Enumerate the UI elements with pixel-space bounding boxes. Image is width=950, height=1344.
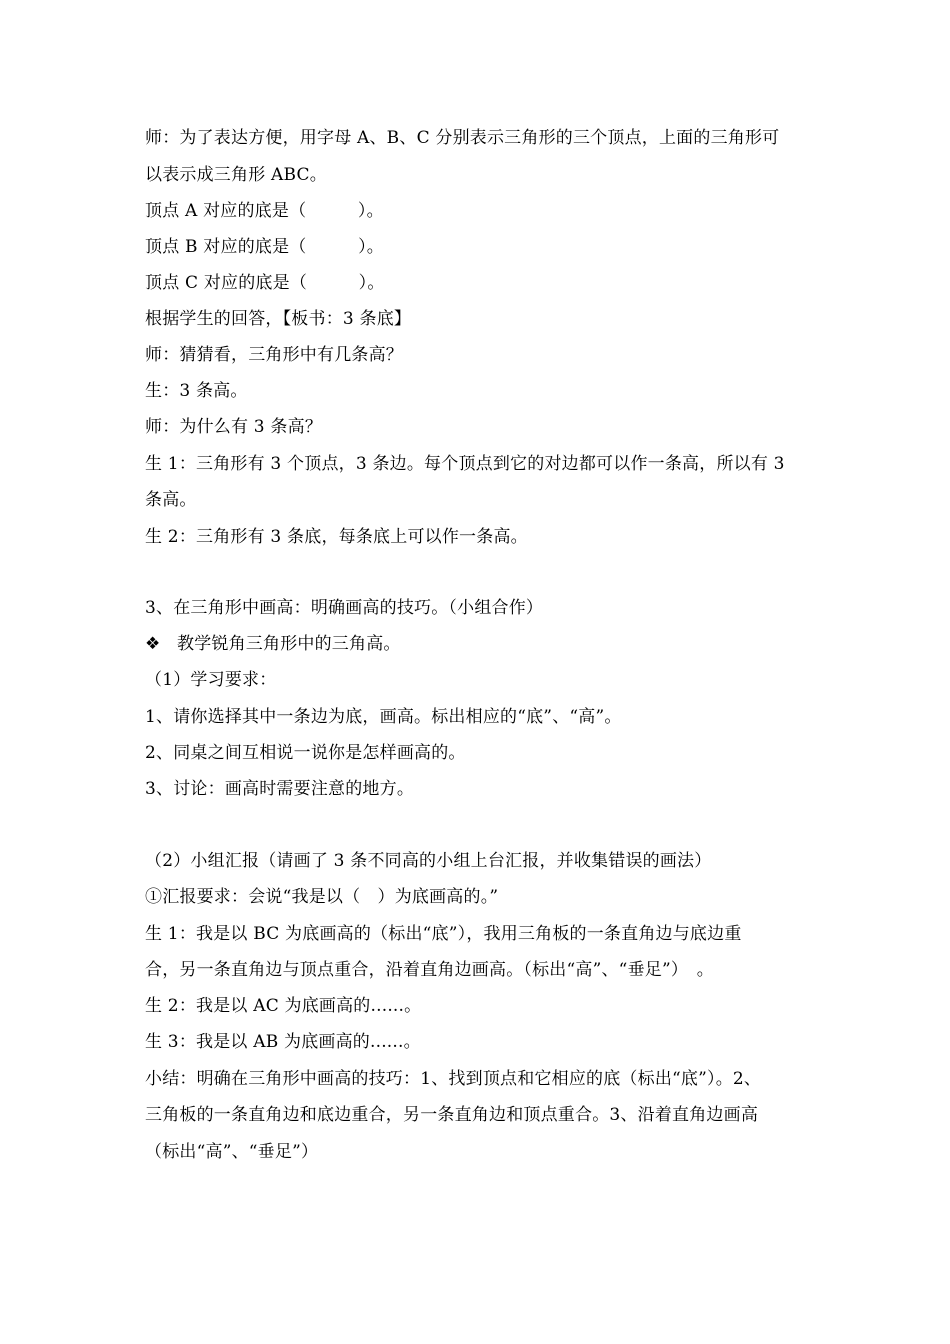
paragraph-line: （1）学习要求： <box>145 670 277 690</box>
paragraph-line: （标出“高”、“垂足”） <box>145 1142 319 1162</box>
diamond-bullet-icon: ❖ <box>145 634 161 654</box>
paragraph-line: ①汇报要求：会说“我是以（ ）为底画高的。” <box>145 887 499 907</box>
paragraph-line: 生 1：三角形有 3 个顶点，3 条边。每个顶点到它的对边都可以作一条高，所以有 3 <box>145 454 785 474</box>
paragraph-line: 顶点 C 对应的底是（ ）。 <box>145 273 385 293</box>
paragraph-line: 以表示成三角形 ABC。 <box>145 165 327 185</box>
paragraph-line: 生 2：三角形有 3 条底，每条底上可以作一条高。 <box>145 527 528 547</box>
paragraph-line: 1、请你选择其中一条边为底，画高。标出相应的“底”、“高”。 <box>145 707 622 727</box>
paragraph-line: 合，另一条直角边与顶点重合，沿着直角边画高。（标出“高”、“垂足”） 。 <box>145 960 714 980</box>
paragraph-line: 生 1：我是以 BC 为底画高的（标出“底”），我用三角板的一条直角边与底边重 <box>145 924 742 944</box>
paragraph-line: 2、同桌之间互相说一说你是怎样画高的。 <box>145 743 466 763</box>
paragraph-line: 根据学生的回答，【板书：3 条底】 <box>145 309 412 329</box>
paragraph-line: 3、讨论：画高时需要注意的地方。 <box>145 779 415 799</box>
bullet-text: 教学锐角三角形中的三角高。 <box>177 634 401 654</box>
paragraph-line: 师：猜猜看，三角形中有几条高？ <box>145 345 403 365</box>
paragraph-line: 生 2：我是以 AC 为底画高的......。 <box>145 996 422 1016</box>
paragraph-line: 顶点 A 对应的底是（ ）。 <box>145 201 384 221</box>
paragraph-line: 生 3：我是以 AB 为底画高的......。 <box>145 1032 421 1052</box>
paragraph-line: 三角板的一条直角边和底边重合，另一条直角边和顶点重合。3、沿着直角边画高 <box>145 1105 759 1125</box>
paragraph-line: 条高。 <box>145 490 197 510</box>
paragraph-line: （2）小组汇报（请画了 3 条不同高的小组上台汇报，并收集错误的画法） <box>145 851 712 871</box>
paragraph-line: 生：3 条高。 <box>145 381 248 401</box>
bullet-item <box>145 633 815 655</box>
section-heading: 3、在三角形中画高：明确画高的技巧。（小组合作） <box>145 598 544 618</box>
paragraph-line: 师：为了表达方便，用字母 A、B、C 分别表示三角形的三个顶点，上面的三角形可 <box>145 128 780 148</box>
paragraph-line: 小结：明确在三角形中画高的技巧：1、找到顶点和它相应的底（标出“底”）。2、 <box>145 1069 762 1089</box>
paragraph-line: 顶点 B 对应的底是（ ）。 <box>145 237 384 257</box>
paragraph-line: 师：为什么有 3 条高？ <box>145 417 323 437</box>
